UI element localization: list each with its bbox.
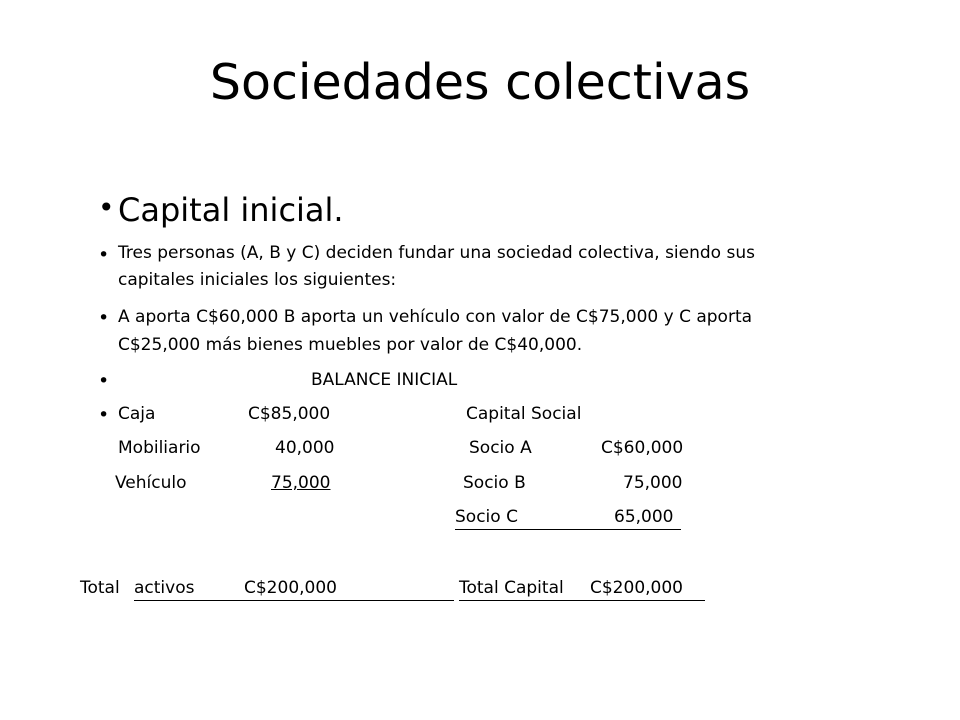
bullet-marker: • [98,307,110,329]
capital-heading: Capital Social [466,404,582,424]
asset-value-mobiliario: 40,000 [275,438,335,458]
partner-label-a: Socio A [469,438,532,458]
bullet-marker: • [98,370,110,392]
partner-value-b: 75,000 [623,473,683,493]
asset-value-caja: C$85,000 [248,404,331,424]
total-assets-label-b: activos [134,578,195,598]
slide-title: Sociedades colectivas [209,54,751,111]
asset-label-caja: Caja [118,404,156,424]
asset-label-mobiliario: Mobiliario [118,438,201,458]
partner-c-underline [455,529,681,530]
paragraph-1-line-2: capitales iniciales los siguientes: [118,270,397,290]
bullet-marker: • [98,404,110,426]
total-assets-label-a: Total [80,578,120,598]
total-capital-value: C$200,000 [590,578,683,598]
paragraph-2-line-1: A aporta C$60,000 B aporta un vehículo con valor de C$75,000 y C aporta [118,307,753,327]
partner-value-c: 65,000 [614,507,674,527]
bullet-marker: • [98,244,110,266]
total-capital-label: Total Capital [459,578,564,598]
paragraph-2-line-2: C$25,000 más bienes muebles por valor de C$40,000. [118,335,583,355]
asset-label-vehiculo: Vehículo [115,473,187,493]
balance-title: BALANCE INICIAL [311,370,458,390]
bullet-marker: • [98,191,115,224]
partner-label-c: Socio C [455,507,518,527]
asset-value-vehiculo: 75,000 [271,473,331,493]
section-heading: Capital inicial. [118,191,344,229]
partner-value-a: C$60,000 [601,438,684,458]
total-assets-underline [134,600,454,601]
total-assets-value: C$200,000 [244,578,337,598]
total-capital-underline [459,600,705,601]
partner-label-b: Socio B [463,473,526,493]
paragraph-1-line-1: Tres personas (A, B y C) deciden fundar una sociedad colectiva, siendo sus [118,243,755,263]
